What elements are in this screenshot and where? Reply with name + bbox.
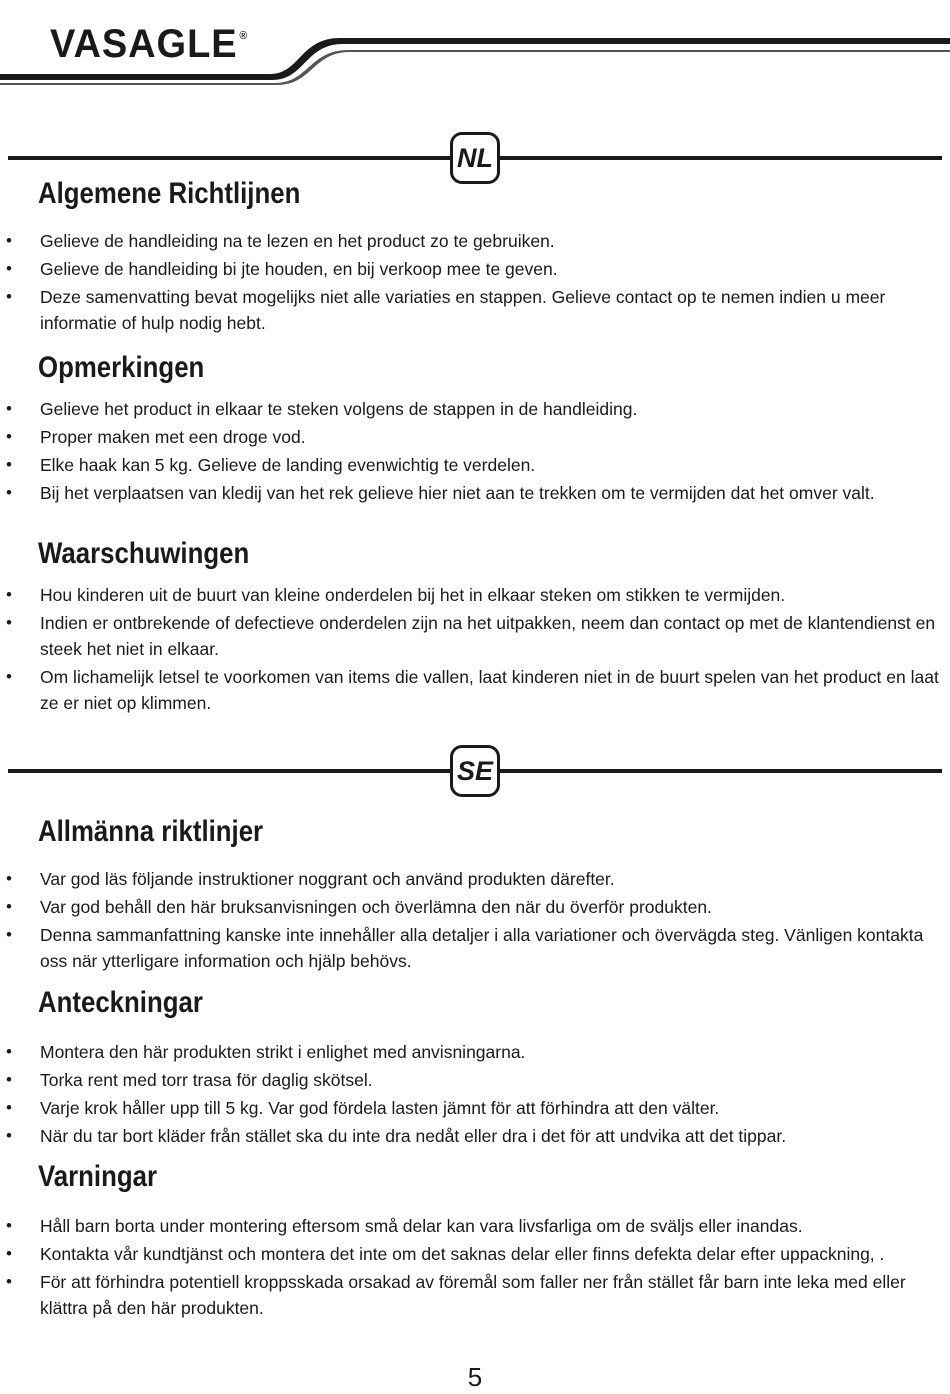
divider-line-right: [500, 769, 942, 773]
divider-line-left: [8, 769, 450, 773]
nl-notes-section: [0, 350, 950, 506]
list-item: • Gelieve de handleiding bi jte houden, en bij verkoop mee te geven.: [0, 256, 950, 282]
language-divider-se: [8, 743, 942, 799]
list-item: • När du tar bort kläder från stället ska du inte dra nedåt eller dra i det för att undvika att det tippar.: [0, 1123, 950, 1149]
se-guidelines-section: [0, 814, 950, 974]
list-item: • Gelieve de handleiding na te lezen en het product zo te gebruiken.: [0, 228, 950, 254]
list-item: • Gelieve het product in elkaar te steken volgens de stappen in de handleiding.: [0, 396, 950, 422]
brand-logo: VASAGLE ®: [50, 22, 249, 66]
list-item: • För att förhindra potentiell kroppsskada orsakad av föremål som faller ner från stället får barn inte leka med eller klättra på den här produkten.: [0, 1269, 950, 1321]
divider-line-right: [500, 156, 942, 160]
nl-guidelines-section: [0, 176, 950, 336]
section-heading: Waarschuwingen: [38, 537, 250, 570]
section-heading: Anteckningar: [38, 986, 203, 1019]
section-heading: Varningar: [38, 1160, 158, 1193]
list-item: • Elke haak kan 5 kg. Gelieve de landing evenwichtig te verdelen.: [0, 452, 950, 478]
bullet-list: [0, 396, 950, 506]
language-badge-nl: NL: [450, 132, 500, 184]
list-item: • Varje krok håller upp till 5 kg. Var god fördela lasten jämnt för att förhindra att den välter.: [0, 1095, 950, 1121]
se-notes-section: [0, 985, 950, 1149]
bullet-list: [0, 866, 950, 974]
list-item: • Denna sammanfattning kanske inte innehåller alla detaljer i alla variationer och övervägda steg. Vänligen kontakta oss när ytterligare information och hjälp behövs.: [0, 922, 950, 974]
section-heading: Opmerkingen: [38, 351, 205, 384]
list-item: • Kontakta vår kundtjänst och montera det inte om det saknas delar eller finns defekta delar efter uppackning, .: [0, 1241, 950, 1267]
bullet-list: [0, 228, 950, 336]
list-item: • Om lichamelijk letsel te voorkomen van items die vallen, laat kinderen niet in de buurt spelen van het product en laat ze er niet op klimmen.: [0, 664, 950, 716]
bullet-list: [0, 582, 950, 716]
section-heading: Allmänna riktlinjer: [38, 815, 264, 848]
list-item: • Håll barn borta under montering eftersom små delar kan vara livsfarliga om de sväljs eller inandas.: [0, 1213, 950, 1239]
list-item: • Hou kinderen uit de buurt van kleine onderdelen bij het in elkaar steken om stikken te vermijden.: [0, 582, 950, 608]
list-item: • Proper maken met een droge vod.: [0, 424, 950, 450]
bullet-list: [0, 1213, 950, 1321]
se-warnings-section: [0, 1159, 950, 1321]
list-item: • Indien er ontbrekende of defectieve onderdelen zijn na het uitpakken, neem dan contact op met de klantendienst en steek het niet in elkaar.: [0, 610, 950, 662]
list-item: • Torka rent med torr trasa för daglig skötsel.: [0, 1067, 950, 1093]
list-item: • Montera den här produkten strikt i enlighet med anvisningarna.: [0, 1039, 950, 1065]
language-badge-se: SE: [450, 745, 500, 797]
list-item: • Var god behåll den här bruksanvisningen och överlämna den när du överför produkten.: [0, 894, 950, 920]
list-item: • Var god läs följande instruktioner noggrant och använd produkten därefter.: [0, 866, 950, 892]
section-heading: Algemene Richtlijnen: [38, 177, 301, 210]
page-header: [0, 0, 950, 90]
list-item: • Deze samenvatting bevat mogelijks niet alle variaties en stappen. Gelieve contact op te nemen indien u meer informatie of hulp nodig hebt.: [0, 284, 950, 336]
page-number: 5: [467, 1362, 483, 1392]
list-item: • Bij het verplaatsen van kledij van het rek gelieve hier niet aan te trekken om te vermijden dat het omver valt.: [0, 480, 950, 506]
divider-line-left: [8, 156, 450, 160]
nl-warnings-section: [0, 536, 950, 716]
bullet-list: [0, 1039, 950, 1149]
